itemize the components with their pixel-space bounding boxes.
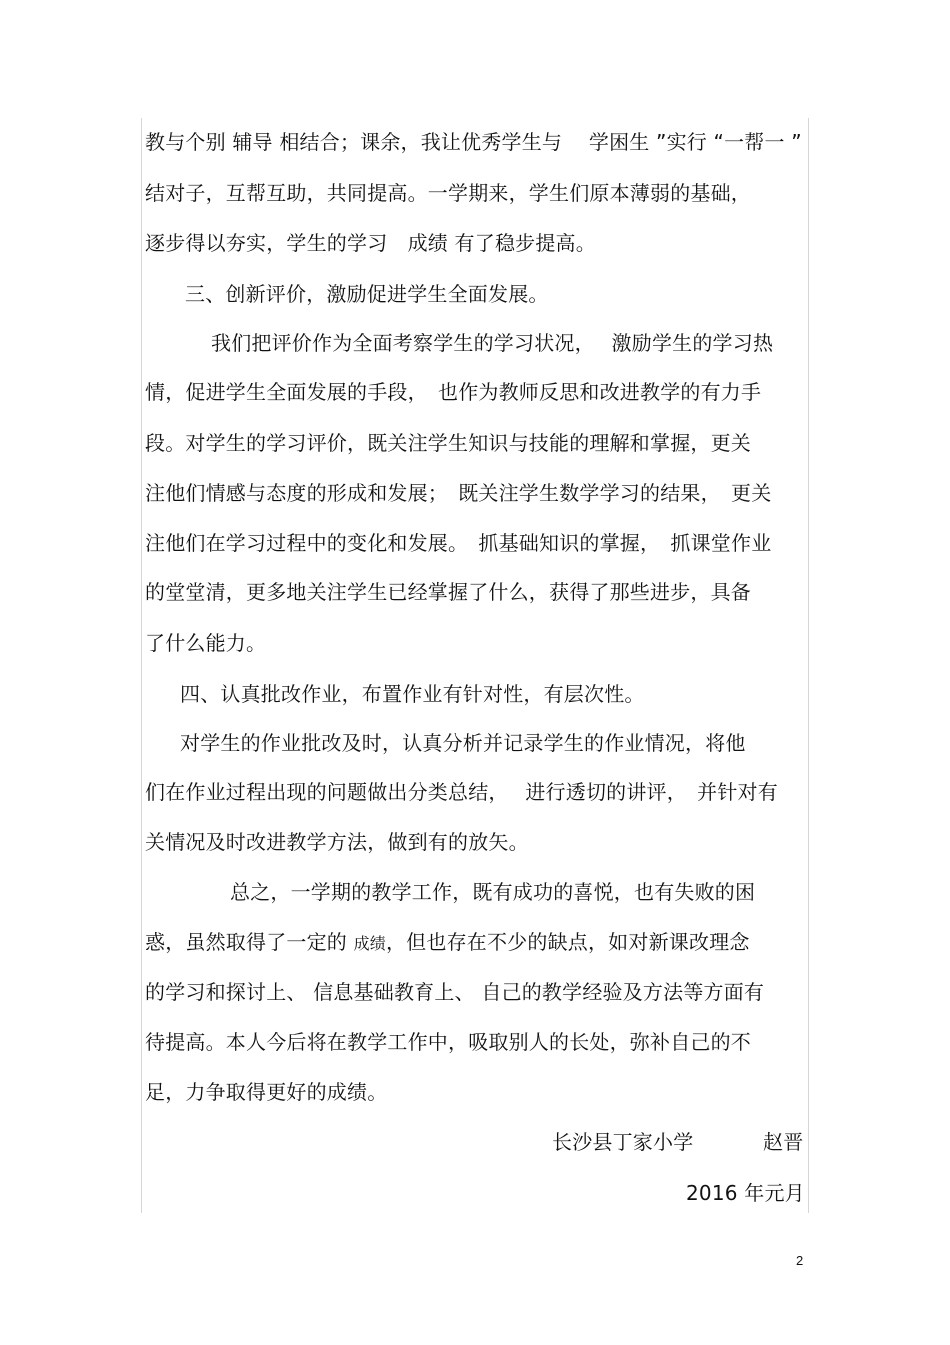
body-line-14: 们在作业过程出现的问题做出分类总结， 进行透切的讲评， 并针对有 (145, 780, 778, 804)
body-line-17-small-word: 成绩 (353, 934, 386, 953)
section-heading-3: 三、创新评价，激励促进学生全面发展。 (185, 282, 549, 306)
body-line-5: 我们把评价作为全面考察学生的学习状况， 激励学生的学习热 (211, 331, 774, 355)
signature-name: 赵晋 (763, 1130, 804, 1154)
body-line-13: 对学生的作业批改及时，认真分析并记录学生的作业情况，将他 (180, 731, 746, 755)
body-line-8: 注他们情感与态度的形成和发展； 既关注学生数学学习的结果， 更关 (145, 481, 772, 505)
body-line-17 (145, 930, 750, 956)
section-heading-4: 四、认真批改作业，布置作业有针对性，有层次性。 (180, 682, 645, 706)
body-line-1: 教与个别 辅导 相结合；课余，我让优秀学生与 学困生 ”实行 “一帮一 ” (145, 130, 802, 154)
body-line-10: 的堂堂清，更多地关注学生已经掌握了什么，获得了那些进步，具备 (145, 580, 751, 604)
body-line-20: 足，力争取得更好的成绩。 (145, 1080, 388, 1104)
body-line-6: 情，促进学生全面发展的手段， 也作为教师反思和改进教学的有力手 (145, 380, 762, 404)
body-line-16: 总之，一学期的教学工作，既有成功的喜悦，也有失败的困 (230, 880, 756, 904)
body-line-19: 待提高。本人今后将在教学工作中，吸取别人的长处，弥补自己的不 (145, 1030, 751, 1054)
body-line-7: 段。对学生的学习评价，既关注学生知识与技能的理解和掌握，更关 (145, 431, 751, 455)
body-line-3: 逐步得以夯实，学生的学习 成绩 有了稳步提高。 (145, 231, 596, 255)
body-line-18: 的学习和探讨上、 信息基础教育上、 自己的教学经验及方法等方面有 (145, 980, 765, 1004)
body-line-15: 关情况及时改进教学方法，做到有的放矢。 (145, 830, 529, 854)
body-line-9: 注他们在学习过程中的变化和发展。 抓基础知识的掌握， 抓课堂作业 (145, 531, 772, 555)
body-line-17-part-3: ，但也存在不少的缺点，如对新课改理念 (385, 930, 750, 954)
body-line-2: 结对子，互帮互助，共同提高。一学期来，学生们原本薄弱的基础， (145, 181, 751, 205)
signature-date: 2016 年元月 (686, 1181, 805, 1205)
signature-school: 长沙县丁家小学 (552, 1130, 694, 1154)
body-line-11: 了什么能力。 (145, 631, 267, 655)
body-line-17-part-1: 惑，虽然取得了一定的 (145, 930, 354, 954)
page-number: 2 (796, 1253, 804, 1268)
